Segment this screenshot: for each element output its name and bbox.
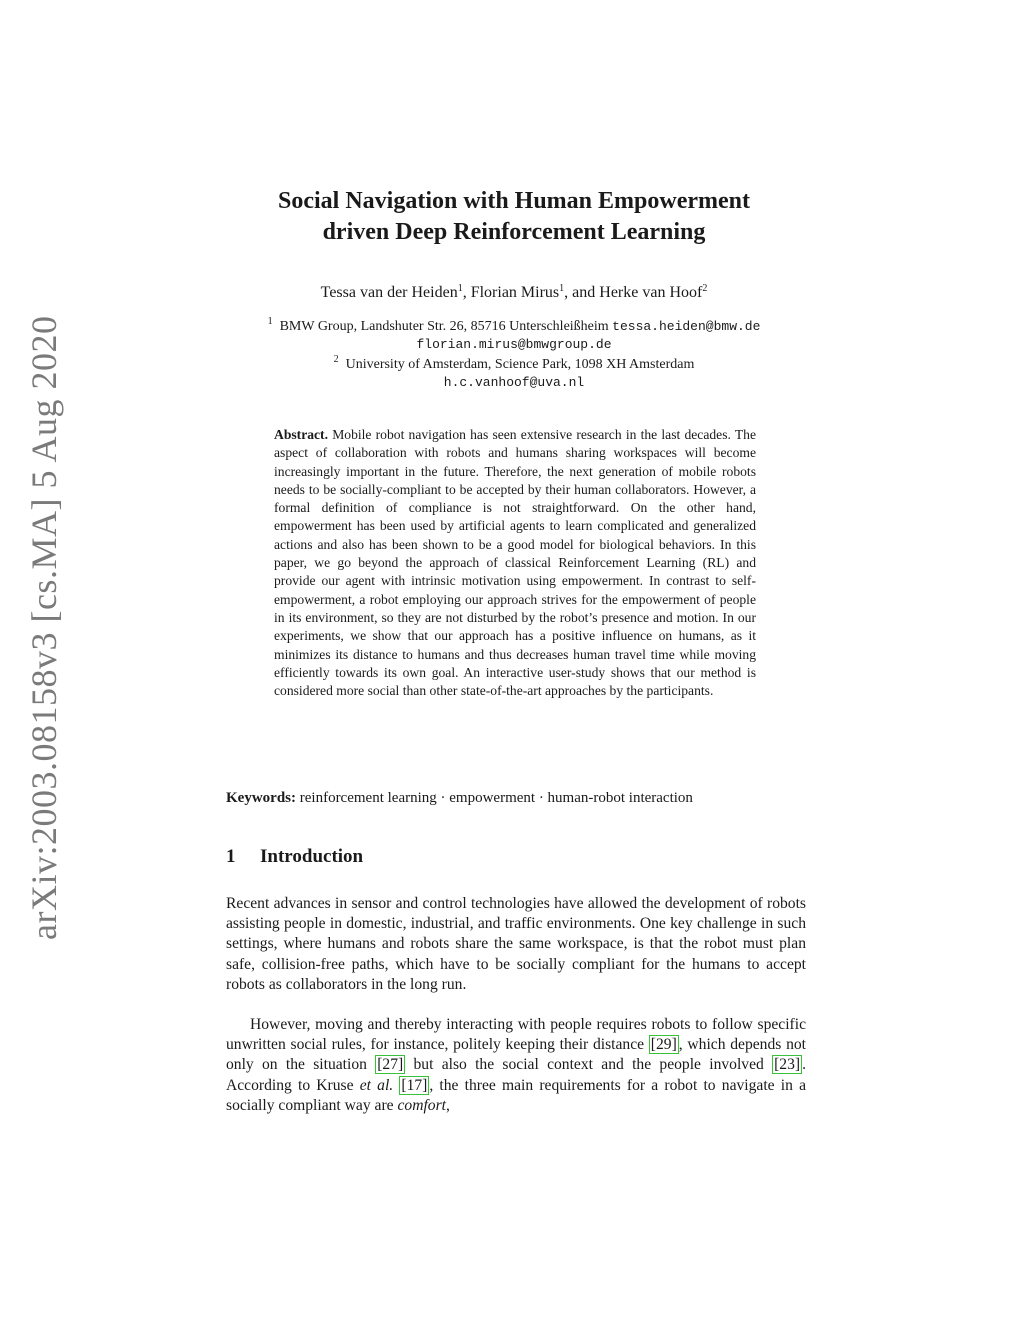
citation-link[interactable]: [17] — [401, 1076, 428, 1094]
abstract — [274, 426, 756, 700]
title-line-1: Social Navigation with Human Empowerment — [277, 188, 750, 214]
arxiv-identifier: arXiv:2003.08158v3 [cs.MA] 5 Aug 2020 — [24, 315, 64, 940]
section-heading — [226, 846, 363, 868]
email-link[interactable]: tessa.heiden@bmw.de — [612, 319, 761, 334]
affiliation-marker: 2 — [702, 283, 708, 294]
affiliation-text: BMW Group, Landshuter Str. 26, 85716 Unterschleißheim — [279, 319, 609, 334]
affiliation-2 — [200, 356, 828, 392]
paragraph-text: . According to Kruse — [226, 1056, 806, 1094]
keywords-text: reinforcement learning · empowerment · human-robot interaction — [299, 790, 693, 806]
abstract-label: Abstract. — [274, 427, 328, 442]
paper-title — [200, 186, 828, 248]
paragraph-text: , which depends not only on the situation — [226, 1036, 806, 1074]
citation-link[interactable]: [29] — [650, 1036, 677, 1054]
citation-link[interactable]: [27] — [377, 1056, 404, 1074]
section-title: Introduction — [260, 846, 364, 867]
affiliation-marker: 1 — [267, 316, 273, 327]
email-link[interactable]: h.c.vanhoof@uva.nl — [443, 375, 585, 390]
citation-link[interactable]: [23] — [774, 1056, 801, 1074]
author-name: Florian Mirus — [470, 284, 560, 301]
paragraph-text: , — [446, 1096, 450, 1114]
author-name: Tessa van der Heiden — [320, 284, 458, 301]
keywords — [226, 790, 806, 807]
author-list — [200, 284, 828, 302]
paragraph-text: but also the social context and the people involved — [405, 1056, 773, 1074]
paragraph: Recent advances in sensor and control technologies have allowed the development of robots assisting people in domestic, industrial, and traffic environments. One key challenge in such settings, where humans and robots share the same workspace, is that the robot must plan safe, collision-free paths, which have to be socially compliant for the humans to accept robots as collaborators in the long run. — [226, 895, 806, 993]
author-name: Herke van Hoof — [599, 284, 703, 301]
author-separator: , and — [564, 284, 600, 301]
paragraph-text: , the three main requirements for a robot to navigate in a socially compliant way are — [226, 1076, 806, 1114]
affiliation-marker: 1 — [559, 283, 565, 294]
affiliation-marker: 2 — [333, 354, 339, 365]
affiliation-text: University of Amsterdam, Science Park, 1098 XH Amsterdam — [345, 357, 695, 372]
author-separator: , — [462, 284, 471, 301]
emphasis-text: comfort — [397, 1096, 446, 1114]
section-number: 1 — [226, 846, 236, 867]
email-link[interactable]: florian.mirus@bmwgroup.de — [416, 337, 612, 352]
paragraph — [226, 1015, 806, 1116]
affiliation-marker: 1 — [457, 283, 463, 294]
paragraph-text: However, moving and thereby interacting with people requires robots to follow specific unwritten social rules, for instance, politely keeping their distance — [226, 1016, 806, 1054]
title-line-2: driven Deep Reinforcement Learning — [322, 219, 706, 245]
abstract-text: Mobile robot navigation has seen extensive research in the last decades. The aspect of collaboration with robots and humans sharing workspaces will become increasingly important in the future. Therefore, the next generation of mobile robots needs to be socially-compliant to be accepted by their human collaborators. However, a formal definition of compliance is not straightforward. On the other hand, empowerment has been used by artificial agents to learn complicated and generalized actions and also has been shown to be a good model for biological behaviors. In this paper, we go beyond the approach of classical Reinforcement Learning (RL) and provide our agent with intrinsic motivation using empowerment. In contrast to self-empowerment, a robot employing our approach strives for the empowerment of people in its environment, so they are not disturbed by the robot’s presence and motion. In our experiments, we show that our approach has a positive influence on humans, as it minimizes its distance to humans and thus decreases human travel time while moving efficiently towards its own goal. An interactive user-study shows that our method is considered more social than other state-of-the-art approaches by the participants. — [274, 427, 756, 699]
emphasis-text: et al. — [359, 1076, 394, 1094]
affiliation-1 — [200, 318, 828, 354]
keywords-label: Keywords: — [226, 790, 296, 806]
